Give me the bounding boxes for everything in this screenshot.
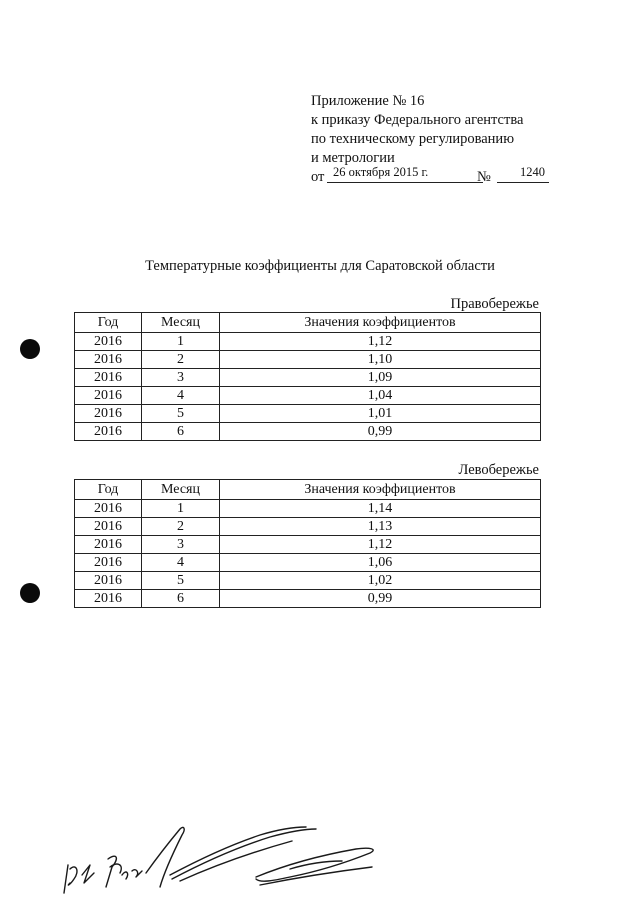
punch-hole-mark xyxy=(20,339,40,359)
table-row xyxy=(75,333,541,351)
cell-year: 2016 xyxy=(75,518,142,536)
cell-month: 5 xyxy=(142,572,220,590)
cell-value: 1,13 xyxy=(220,518,541,536)
cell-year: 2016 xyxy=(75,590,142,608)
cell-month: 6 xyxy=(142,423,220,441)
table-row xyxy=(75,572,541,590)
table-header-row xyxy=(75,313,541,333)
table-row xyxy=(75,500,541,518)
table-row xyxy=(75,518,541,536)
cell-year: 2016 xyxy=(75,572,142,590)
page-title: Температурные коэффициенты для Саратовской области xyxy=(145,258,495,274)
table-row xyxy=(75,423,541,441)
table-row xyxy=(75,387,541,405)
cell-year: 2016 xyxy=(75,351,142,369)
table-row xyxy=(75,536,541,554)
cell-year: 2016 xyxy=(75,333,142,351)
cell-value: 1,04 xyxy=(220,387,541,405)
table-row xyxy=(75,369,541,387)
column-header-values: Значения коэффициентов xyxy=(220,313,541,333)
cell-year: 2016 xyxy=(75,405,142,423)
cell-month: 2 xyxy=(142,351,220,369)
number-label: № xyxy=(477,169,491,185)
column-header-year: Год xyxy=(75,313,142,333)
order-number: 1240 xyxy=(497,165,549,183)
order-reference xyxy=(311,165,551,187)
cell-value: 1,01 xyxy=(220,405,541,423)
table-row xyxy=(75,405,541,423)
cell-month: 2 xyxy=(142,518,220,536)
cell-value: 1,10 xyxy=(220,351,541,369)
cell-value: 0,99 xyxy=(220,590,541,608)
cell-value: 1,14 xyxy=(220,500,541,518)
table-row xyxy=(75,351,541,369)
coefficients-table-right-bank xyxy=(74,312,541,441)
cell-month: 5 xyxy=(142,405,220,423)
cell-month: 3 xyxy=(142,536,220,554)
header-line: Приложение № 16 xyxy=(311,93,425,109)
cell-year: 2016 xyxy=(75,500,142,518)
header-line: к приказу Федерального агентства xyxy=(311,112,524,128)
order-date: 26 октября 2015 г. xyxy=(327,165,483,183)
cell-value: 1,06 xyxy=(220,554,541,572)
table-row xyxy=(75,554,541,572)
cell-month: 1 xyxy=(142,500,220,518)
column-header-values: Значения коэффициентов xyxy=(220,480,541,500)
cell-value: 1,09 xyxy=(220,369,541,387)
cell-month: 3 xyxy=(142,369,220,387)
column-header-month: Месяц xyxy=(142,313,220,333)
cell-value: 1,02 xyxy=(220,572,541,590)
from-label: от xyxy=(311,169,325,185)
region-label-right-bank: Правобережье xyxy=(450,296,539,312)
table-row xyxy=(75,590,541,608)
cell-value: 1,12 xyxy=(220,333,541,351)
table-header-row xyxy=(75,480,541,500)
cell-year: 2016 xyxy=(75,536,142,554)
cell-year: 2016 xyxy=(75,554,142,572)
header-line: по техническому регулированию xyxy=(311,131,515,147)
punch-hole-mark xyxy=(20,583,40,603)
cell-value: 0,99 xyxy=(220,423,541,441)
cell-month: 1 xyxy=(142,333,220,351)
signature-icon xyxy=(60,815,400,905)
appendix-header xyxy=(311,92,551,168)
region-label-left-bank: Левобережье xyxy=(458,462,539,478)
cell-year: 2016 xyxy=(75,369,142,387)
cell-year: 2016 xyxy=(75,387,142,405)
cell-value: 1,12 xyxy=(220,536,541,554)
header-line: и метрологии xyxy=(311,150,395,166)
coefficients-table-left-bank xyxy=(74,479,541,608)
cell-year: 2016 xyxy=(75,423,142,441)
cell-month: 6 xyxy=(142,590,220,608)
cell-month: 4 xyxy=(142,554,220,572)
column-header-year: Год xyxy=(75,480,142,500)
cell-month: 4 xyxy=(142,387,220,405)
column-header-month: Месяц xyxy=(142,480,220,500)
